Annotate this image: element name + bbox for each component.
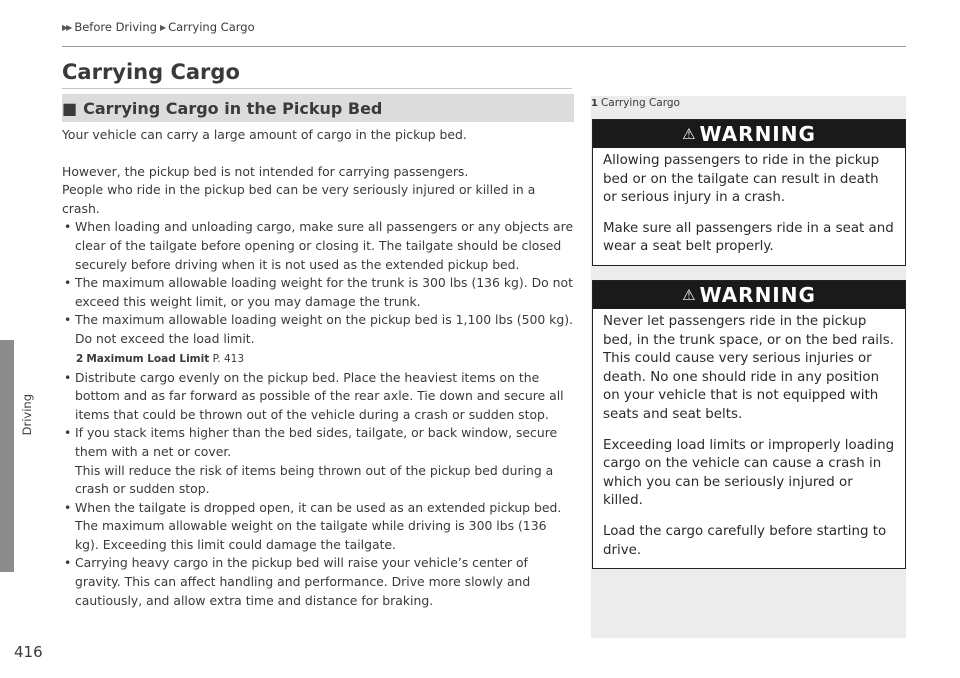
bullet-distribute-cargo: • Distribute cargo evenly on the pickup bed. Place the heaviest items on the bottom and as far forward as possible of the rear axle. Tie down and secure all items that could be thrown out of the vehicle during a crash or sudden stop. [62, 369, 574, 425]
section-title: Carrying Cargo in the Pickup Bed [83, 98, 383, 118]
warning-triangle-icon: ⚠ [682, 125, 696, 143]
bullet-bed-weight: • The maximum allowable loading weight on the pickup bed is 1,100 lbs (500 kg). Do not exceed the load limit. [62, 311, 574, 348]
warning-paragraph: Allowing passengers to ride in the pickup bed or on the tailgate can result in death or serious injury in a crash. [603, 153, 880, 206]
breadcrumb-item-before-driving[interactable]: Before Driving [74, 20, 157, 34]
bullet-tailgate-open: • When the tailgate is dropped open, it can be used as an extended pickup bed. The maximum allowable weight on the tailgate while driving is 300 lbs (136 kg). Exceeding this limit could damage the tailgate. [62, 499, 574, 555]
note-header [591, 97, 680, 109]
intro-paragraph: Your vehicle can carry a large amount of cargo in the pickup bed. [62, 127, 467, 142]
warning-paragraph: Load the cargo carefully before starting to drive. [603, 523, 887, 558]
note-title: Carrying Cargo [600, 97, 680, 109]
bullet-center-of-gravity: • Carrying heavy cargo in the pickup bed will raise your vehicle’s center of gravity. This can affect handling and performance. Drive more slowly and cautiously, and allow extra time and distance for braking. [62, 554, 574, 610]
page-title: Carrying Cargo [62, 60, 240, 84]
warning-body [593, 309, 905, 568]
chapter-label: Driving [20, 394, 34, 436]
cross-reference-title[interactable]: Maximum Load Limit [86, 352, 210, 365]
section-marker-icon: ■ [62, 98, 78, 118]
reference-arrow-icon: 2 [76, 352, 84, 365]
breadcrumb-item-carrying-cargo[interactable]: Carrying Cargo [168, 20, 255, 34]
bullet-stack-items-text: If you stack items higher than the bed sides, tailgate, or back window, secure them with a net or cover. [75, 425, 558, 459]
warning-header [593, 281, 905, 309]
bullet-stack-items [62, 424, 574, 498]
warning-box-1 [592, 119, 906, 266]
warning-header [593, 120, 905, 148]
section-header [62, 94, 574, 122]
bullet-trunk-weight: • The maximum allowable loading weight for the trunk is 300 lbs (136 kg). Do not exceed this weight limit, or you may damage the trunk. [62, 274, 574, 311]
warning-body [593, 148, 905, 265]
double-arrow-icon: ▶▶ [62, 22, 71, 32]
warning-paragraph: Make sure all passengers ride in a seat and wear a seat belt properly. [603, 220, 894, 255]
note-marker-icon: 1 [591, 97, 598, 109]
warning-triangle-icon: ⚠ [682, 286, 696, 304]
passenger-warning-line-1: However, the pickup bed is not intended for carrying passengers. [62, 163, 469, 179]
warning-box-2 [592, 280, 906, 569]
page-number: 416 [14, 643, 43, 661]
cross-reference[interactable] [62, 351, 574, 367]
chapter-tab [0, 340, 14, 572]
passenger-warning-line-2: People who ride in the pickup bed can be very seriously injured or killed in a crash. [62, 182, 536, 216]
header-divider [62, 46, 906, 47]
title-divider [62, 88, 572, 89]
arrow-icon: ▶ [159, 22, 165, 32]
warning-paragraph: Never let passengers ride in the pickup bed, in the trunk space, or on the bed rails. This could cause very serious injuries or death. No one should ride in any position on your vehicle that is not equipped with seats and seat belts. [603, 314, 894, 422]
bullet-stack-items-extra: This will reduce the risk of items being thrown out of the pickup bed during a crash or sudden stop. [75, 462, 554, 497]
breadcrumb [62, 20, 255, 34]
warning-paragraph: Exceeding load limits or improperly loading cargo on the vehicle can cause a crash in which you can be seriously injured or killed. [603, 437, 895, 509]
warning-label: WARNING [699, 122, 816, 146]
bullet-tailgate-clearance: • When loading and unloading cargo, make sure all passengers or any objects are clear of the tailgate before opening or closing it. The tailgate should be closed securely before driving when it is not used as the extended pickup bed. [62, 218, 574, 274]
body-text [62, 126, 574, 610]
warning-label: WARNING [699, 283, 816, 307]
cross-reference-page[interactable]: P. 413 [212, 352, 245, 365]
